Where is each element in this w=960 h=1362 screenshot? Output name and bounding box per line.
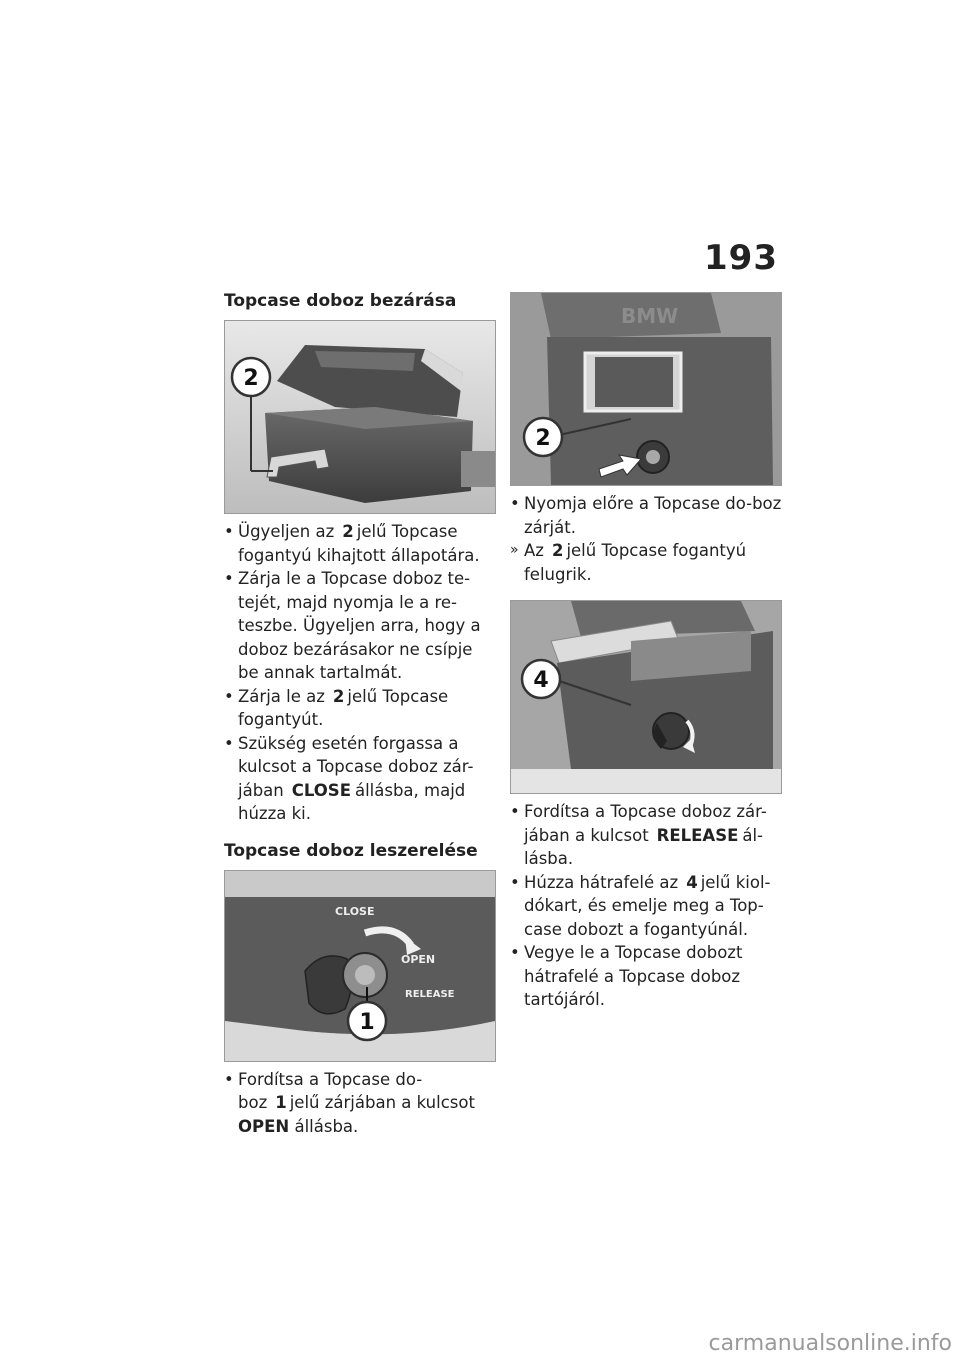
list-item: • Vegye le a Topcase dobozt hátrafelé a Topcase doboz tartójáról. <box>510 943 743 1009</box>
figure-callout: 2 <box>535 426 551 451</box>
lock-label-release: RELEASE <box>405 988 455 1000</box>
figure-callout: 4 <box>533 668 549 693</box>
list-item: • Ügyeljen az 2 jelű Topcase fogantyú kihajtott állapotára. <box>224 522 480 565</box>
list-item: • Zárja le a Topcase doboz te-tejét, majd nyomja le a re-teszbe. Ügyeljen arra, hogy a doboz bezárásakor ne csípje be annak tartalmát. <box>224 569 481 682</box>
left-column <box>224 290 496 1138</box>
list-item: • Húzza hátrafelé az 4 jelű kiol-dókart, és emelje meg a Top-case dobozt a fogantyúnál. <box>510 872 771 939</box>
figure-callout: 1 <box>359 1009 375 1035</box>
figure-release-lever <box>510 600 782 794</box>
figure-topcase-open <box>224 320 496 514</box>
figure-lock-positions <box>224 870 496 1062</box>
steps-removal-start <box>224 1068 496 1139</box>
steps-closing <box>224 520 496 826</box>
lock-label-open: OPEN <box>401 952 436 966</box>
steps-removal-finish <box>510 800 782 1012</box>
section-heading-removal: Topcase doboz leszerelése <box>224 840 478 861</box>
figure-callout: 2 <box>243 366 259 391</box>
section-heading-closing: Topcase doboz bezárása <box>224 291 457 311</box>
figure-push-lock <box>510 292 782 486</box>
push-lock-illustration <box>511 293 781 485</box>
list-item: • Nyomja előre a Topcase do-boz zárját. <box>510 494 782 537</box>
list-item: • Fordítsa a Topcase doboz zár-jában a kulcsot RELEASE ál-lásba. <box>510 802 767 868</box>
result-item: » Az 2 jelű Topcase fogantyú felugrik. <box>510 541 747 584</box>
list-item: • Fordítsa a Topcase do-boz 1 jelű zárjában a kulcsot OPEN állásba. <box>224 1069 475 1136</box>
release-lever-illustration <box>511 601 781 793</box>
brand-emboss: BMW <box>621 304 679 328</box>
topcase-open-illustration <box>225 321 495 513</box>
lock-label-close: CLOSE <box>335 904 375 918</box>
watermark-footer: carmanualsonline.info <box>708 1331 952 1356</box>
right-column <box>510 292 782 1012</box>
page-number: 193 <box>704 238 778 278</box>
list-item: • Zárja le az 2 jelű Topcase fogantyút. <box>224 686 449 729</box>
steps-removal-push <box>510 492 782 586</box>
list-item: • Szükség esetén forgassa a kulcsot a Topcase doboz zár-jában CLOSE állásba, majd húzza ki. <box>224 733 474 823</box>
lock-positions-illustration <box>225 871 495 1061</box>
